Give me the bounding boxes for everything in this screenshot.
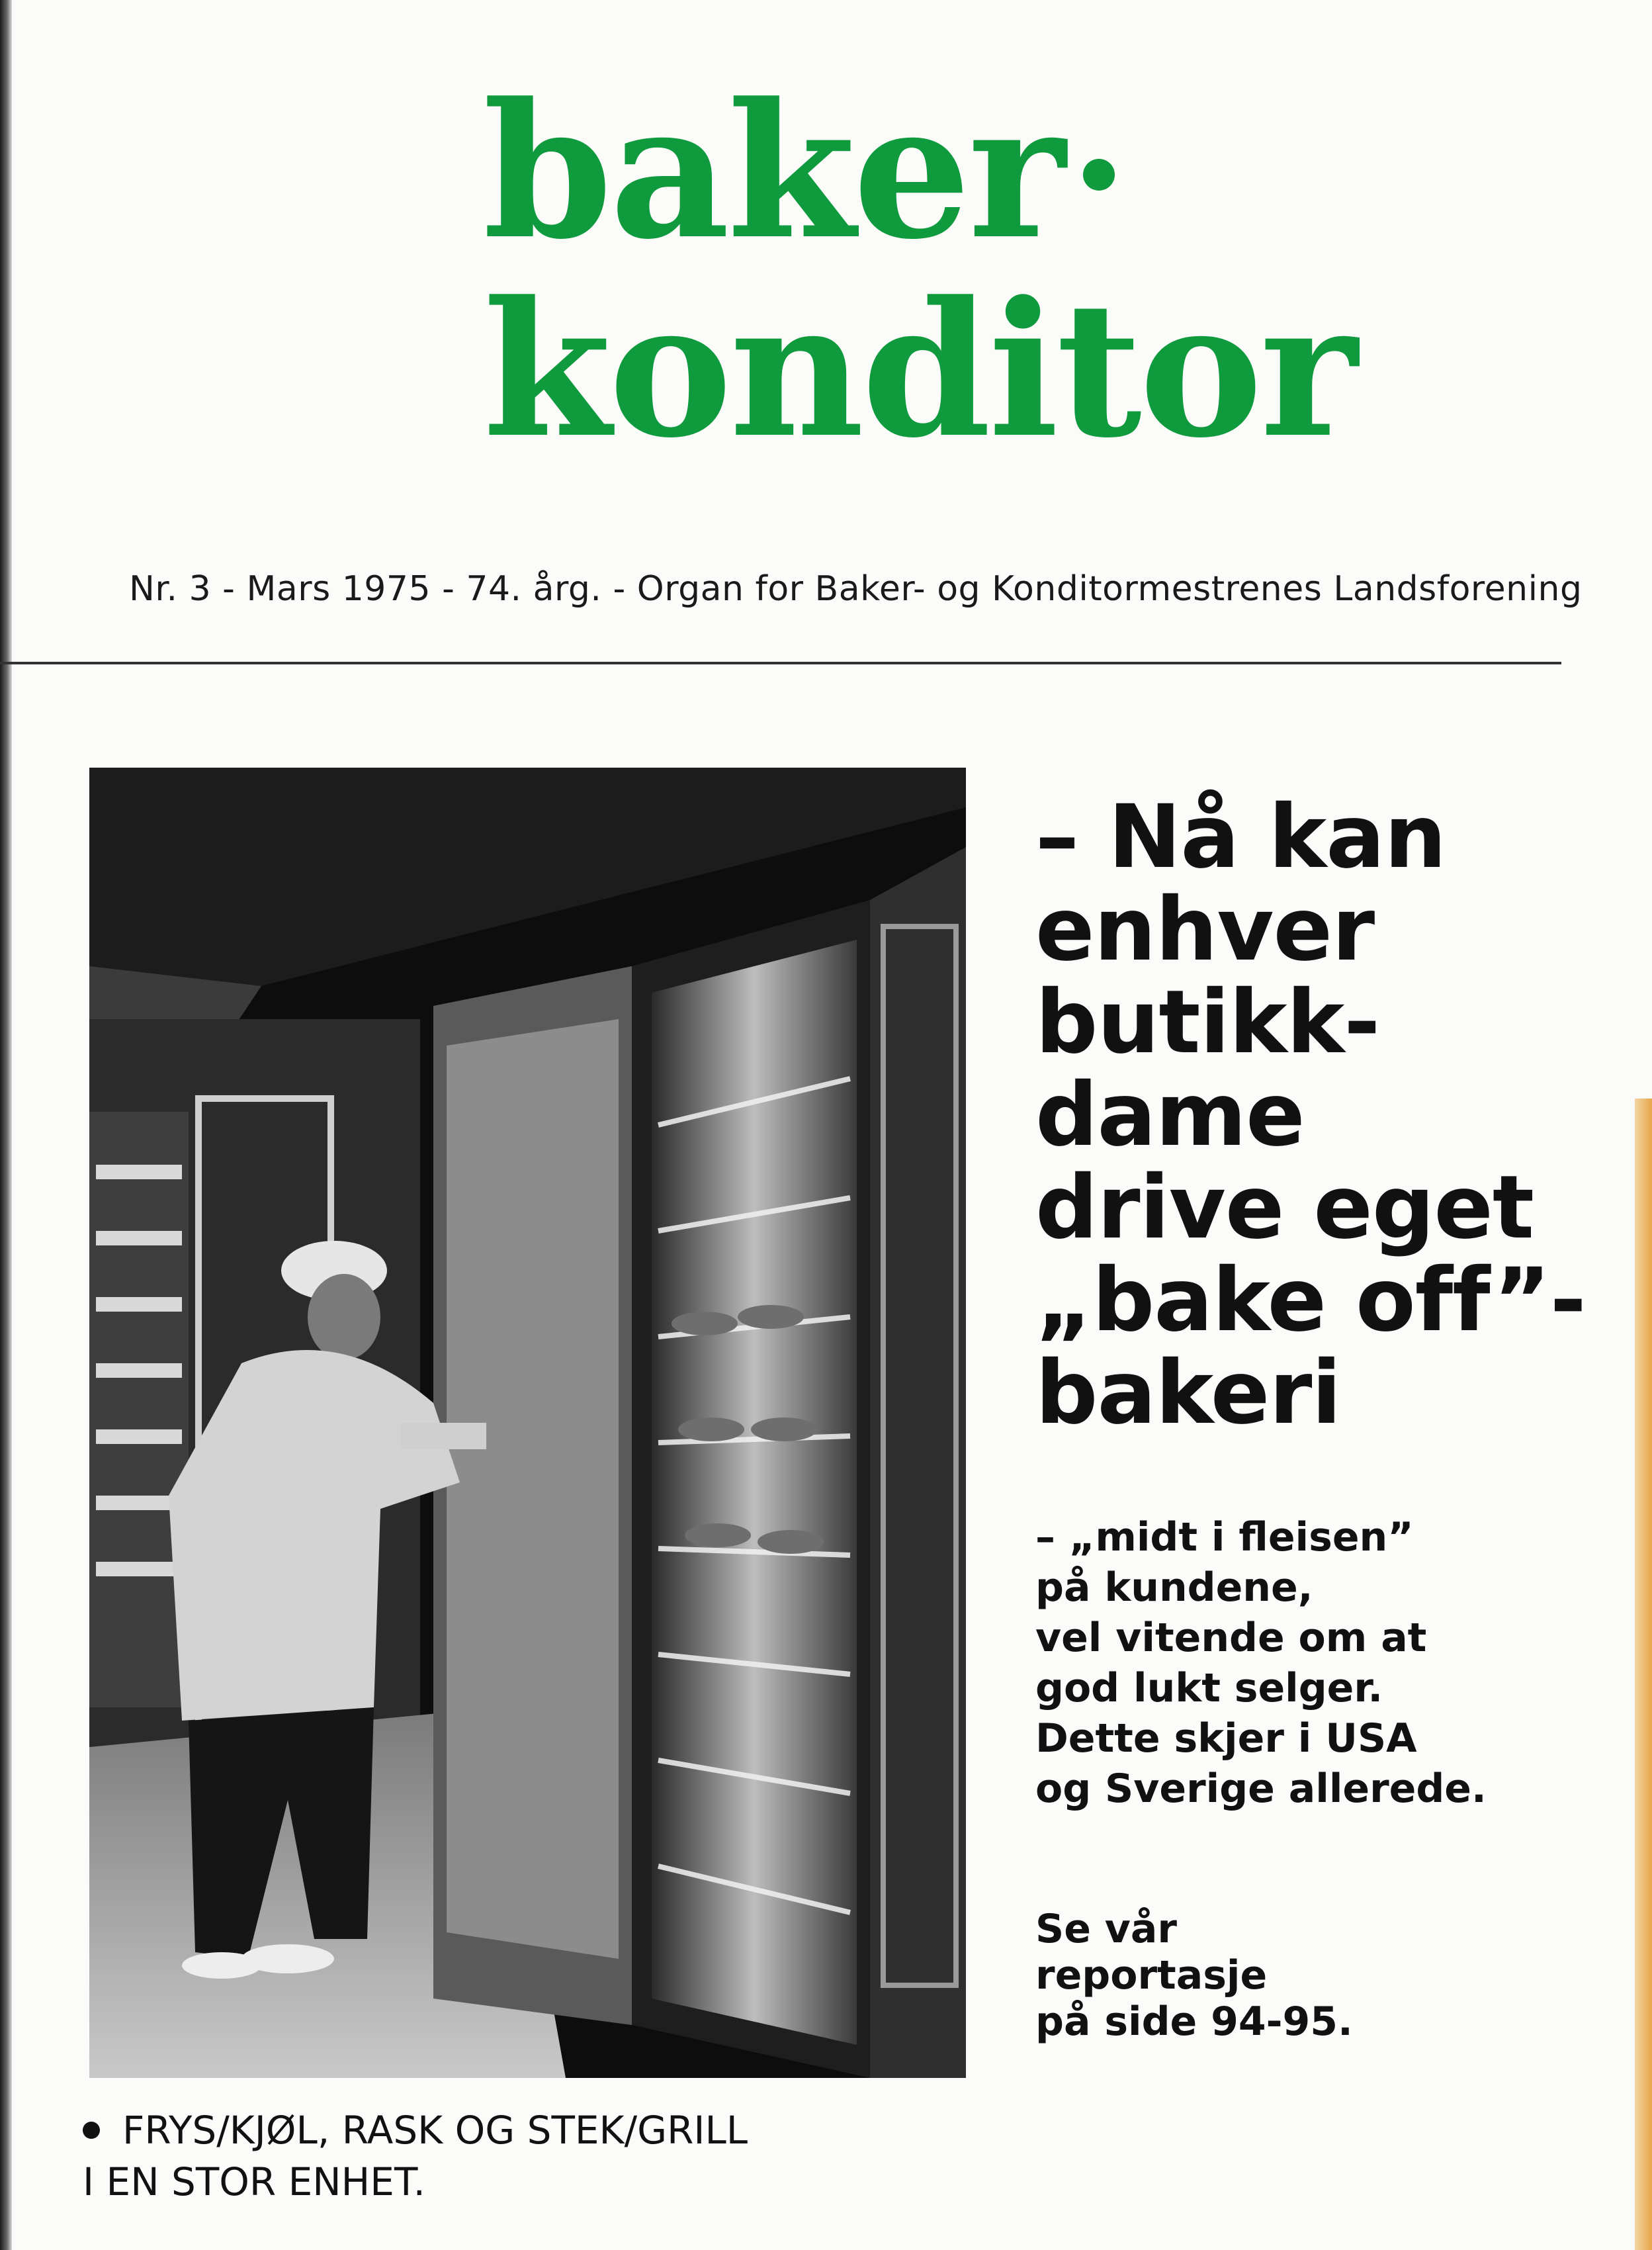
issue-line: Nr. 3 - Mars 1975 - 74. årg. - Organ for Baker- og Konditormestrenes Landsforening [129, 569, 1583, 609]
masthead [483, 63, 1356, 479]
headline-line: butikk- [1035, 971, 1380, 1073]
caption-line-1: FRYS/KJØL, RASK OG STEK/GRILL [83, 2104, 943, 2156]
subtext-line: vel vitende om at [1035, 1615, 1427, 1661]
subtext-line: og Sverige allerede. [1035, 1766, 1487, 1812]
headline-line: – Nå kan [1035, 786, 1446, 888]
see-line: reportasje [1035, 1952, 1268, 1999]
subtext-line: på kundene, [1035, 1564, 1313, 1611]
headline-line: dame [1035, 1064, 1305, 1166]
subtext-line: – „midt i fleisen” [1035, 1514, 1414, 1560]
headline-line: bakeri [1035, 1342, 1341, 1444]
subtext-line: god lukt selger. [1035, 1665, 1383, 1711]
binding-spine [0, 0, 12, 2250]
see-reportage [1035, 1906, 1499, 2045]
masthead-line-1: baker [483, 73, 1355, 271]
oven-photo-illustration [89, 768, 966, 2078]
masthead-dot [1083, 159, 1115, 191]
subtext-line: Dette skjer i USA [1035, 1715, 1417, 1762]
photo-caption [83, 2104, 943, 2208]
cover-headline [1035, 786, 1586, 1444]
headline-line: „bake off”- [1035, 1249, 1586, 1351]
masthead-line-2: konditor [483, 261, 1356, 479]
caption-line-2: I EN STOR ENHET. [83, 2159, 425, 2204]
bullet-icon [83, 2122, 100, 2139]
see-line: Se vår [1035, 1906, 1177, 1952]
see-line: på side 94-95. [1035, 1999, 1353, 2045]
headline-line: enhver [1035, 879, 1375, 981]
header-divider [0, 662, 1561, 664]
page-edge [1635, 1099, 1652, 2250]
headline-subtext [1035, 1512, 1551, 1814]
headline-line: drive eget [1035, 1157, 1534, 1259]
cover-photo [89, 768, 966, 2078]
